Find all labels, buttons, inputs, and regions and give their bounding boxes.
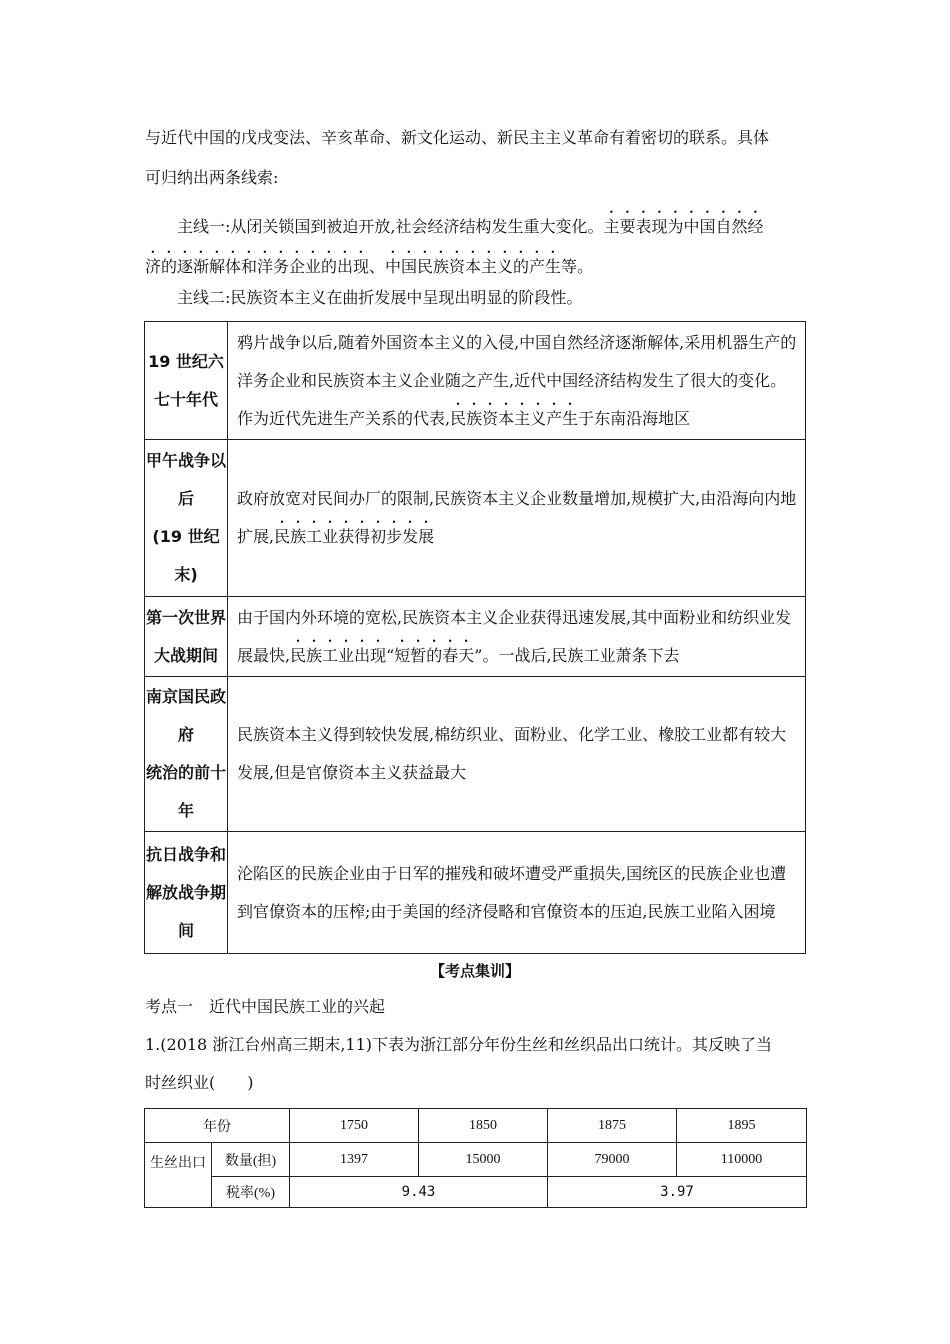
main-thread-1-emphasis-cont: 济的逐渐解体和洋务企业的出现、中国民族资本主义的产生 xyxy=(145,257,562,276)
stage-period: 抗日战争和 解放战争期 间 xyxy=(145,832,228,954)
development-stages-table xyxy=(144,321,806,954)
table-row xyxy=(145,1143,807,1177)
stage-description: 民族资本主义得到较快发展,棉纺织业、面粉业、化学工业、橡胶工业都有较大发展,但是官僚资本主义获益最大 xyxy=(228,677,806,832)
stage-period: 甲午战争以 后 (19 世纪 末) xyxy=(145,440,228,597)
year-header: 年份 xyxy=(145,1109,290,1143)
quantity-cell: 15000 xyxy=(419,1143,548,1177)
question-line-2: 时丝织业( ) xyxy=(145,1073,254,1092)
year-cell: 1850 xyxy=(419,1109,548,1143)
stage-emphasis: 民族工业获得初步发展 xyxy=(274,527,435,546)
tax-label: 税率(%) xyxy=(212,1177,290,1208)
intro-line-2: 可归纳出两条线索: xyxy=(145,168,279,187)
tax-cell: 3.97 xyxy=(548,1177,807,1208)
stage-period: 19 世纪六 七十年代 xyxy=(145,322,228,440)
main-thread-2: 主线二:民族资本主义在曲折发展中呈现出明显的阶段性。 xyxy=(177,288,583,307)
stage-description: 鸦片战争以后,随着外国资本主义的入侵,中国自然经济逐渐解体,采用机器生产的洋务企业和民族资本主义企业随之产生,近代中国经济结构发生了很大的变化。作为近代先进生产关系的代表,民族资本主义产生于东南沿海地区 xyxy=(228,322,806,440)
question-line-1: 1.(2018 浙江台州高三期末,11)下表为浙江部分年份生丝和丝织品出口统计。其反映了当 xyxy=(145,1035,773,1054)
stage-row xyxy=(145,440,806,597)
row-label: 生丝出口 xyxy=(145,1143,212,1208)
stage-row xyxy=(145,322,806,440)
stage-row xyxy=(145,677,806,832)
main-thread-1 xyxy=(177,208,839,237)
stage-row xyxy=(145,832,806,954)
year-cell: 1750 xyxy=(290,1109,419,1143)
quantity-cell: 1397 xyxy=(290,1143,419,1177)
stage-description: 政府放宽对民间办厂的限制,民族资本主义企业数量增加,规模扩大,由沿海向内地扩展,民族工业获得初步发展 xyxy=(228,440,806,597)
quantity-label: 数量(担) xyxy=(212,1143,290,1177)
stage-emphasis: 民族资本主义产生 xyxy=(450,408,579,428)
stage-period: 第一次世界 大战期间 xyxy=(145,597,228,677)
quantity-cell: 79000 xyxy=(548,1143,677,1177)
main-thread-1-cont xyxy=(145,248,807,277)
year-cell: 1875 xyxy=(548,1109,677,1143)
stage-period: 南京国民政 府 统治的前十 年 xyxy=(145,677,228,832)
year-cell: 1895 xyxy=(677,1109,807,1143)
main-thread-1-end: 等。 xyxy=(561,257,594,276)
stage-description: 沦陷区的民族企业由于日军的摧残和破坏遭受严重损失,国统区的民族企业也遭到官僚资本的压榨;由于美国的经济侵略和官僚资本的压迫,民族工业陷入困境 xyxy=(228,832,806,954)
table-row xyxy=(145,1177,807,1208)
section-title: 【考点集训】 xyxy=(429,962,520,980)
main-thread-1-text: 主线一:从闭关锁国到被迫开放,社会经济结构发生重大变化。 xyxy=(177,217,604,236)
table-row xyxy=(145,1109,807,1143)
main-thread-1-emphasis: 主要表现为中国自然经 xyxy=(603,217,764,236)
stage-row xyxy=(145,597,806,677)
topic-heading: 考点一 近代中国民族工业的兴起 xyxy=(145,997,386,1016)
stage-emphasis: 民族工业出现“短暂的春天” xyxy=(290,645,483,665)
quantity-cell: 110000 xyxy=(677,1143,807,1177)
silk-export-table xyxy=(144,1108,807,1208)
stage-description: 由于国内外环境的宽松,民族资本主义企业获得迅速发展,其中面粉业和纺织业发展最快,民族工业出现“短暂的春天”。一战后,民族工业萧条下去 xyxy=(228,597,806,677)
tax-cell: 9.43 xyxy=(290,1177,548,1208)
intro-line-1: 与近代中国的戊戌变法、辛亥革命、新文化运动、新民主主义革命有着密切的联系。具体 xyxy=(145,128,770,147)
